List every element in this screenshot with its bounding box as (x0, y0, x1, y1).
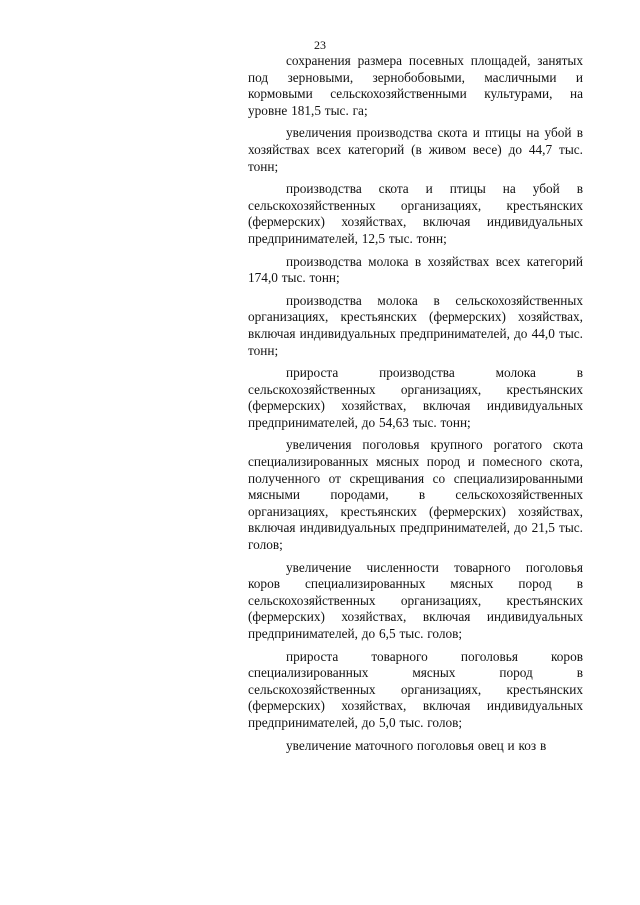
paragraph-sown-area: сохранения размера посевных площадей, занятых под зерновыми, зернобобовыми, масличными и кормовыми сельскохозяйственными культурами, на уровне 181,5 тыс. га; (248, 53, 583, 118)
paragraph-beef-cattle: увеличения поголовья крупного рогатого скота специализированных мясных пород и помесного скота, полученного от скрещивания со специализированными мясными породами, в сельскохозяйственных организациях, крестьянских (фермерских) хозяйствах, включая индивидуальных предпринимателей, до 21,5 тыс. голов; (248, 437, 583, 553)
page-number: 23 (314, 38, 326, 52)
paragraph-milk-agri-orgs: производства молока в сельскохозяйственных организациях, крестьянских (фермерских) хозяйствах, включая индивидуальных предпринимателей, до 44,0 тыс. тонн; (248, 292, 583, 358)
paragraph-milk-growth: прироста производства молока в сельскохозяйственных организациях, крестьянских (фермерских) хозяйствах, включая индивидуальных предпринимателей, до 54,63 тыс. тонн; (248, 365, 583, 430)
paragraph-livestock-all-farms: увеличения производства скота и птицы на убой в хозяйствах всех категорий (в живом весе) до 44,7 тыс. тонн; (248, 125, 583, 174)
paragraph-beef-cows: увеличение численности товарного поголовья коров специализированных мясных пород в сельскохозяйственных организациях, крестьянских (фермерских) хозяйствах, включая индивидуальных предпринимателей, до 6,5 тыс. голов; (248, 559, 583, 641)
paragraph-beef-cows-growth: прироста товарного поголовья коров специализированных мясных пород в сельскохозяйственных организациях, крестьянских (фермерских) хозяйствах, включая индивидуальных предпринимателей, до 5,0 тыс. голов; (248, 648, 583, 730)
paragraph-livestock-agri-orgs: производства скота и птицы на убой в сельскохозяйственных организациях, крестьянских (фермерских) хозяйствах, включая индивидуальных предпринимателей, 12,5 тыс. тонн; (248, 181, 583, 246)
paragraph-milk-all-farms: производства молока в хозяйствах всех категорий 174,0 тыс. тонн; (248, 253, 583, 286)
paragraph-sheep-goats: увеличение маточного поголовья овец и коз в (286, 737, 547, 753)
document-body (248, 53, 583, 760)
